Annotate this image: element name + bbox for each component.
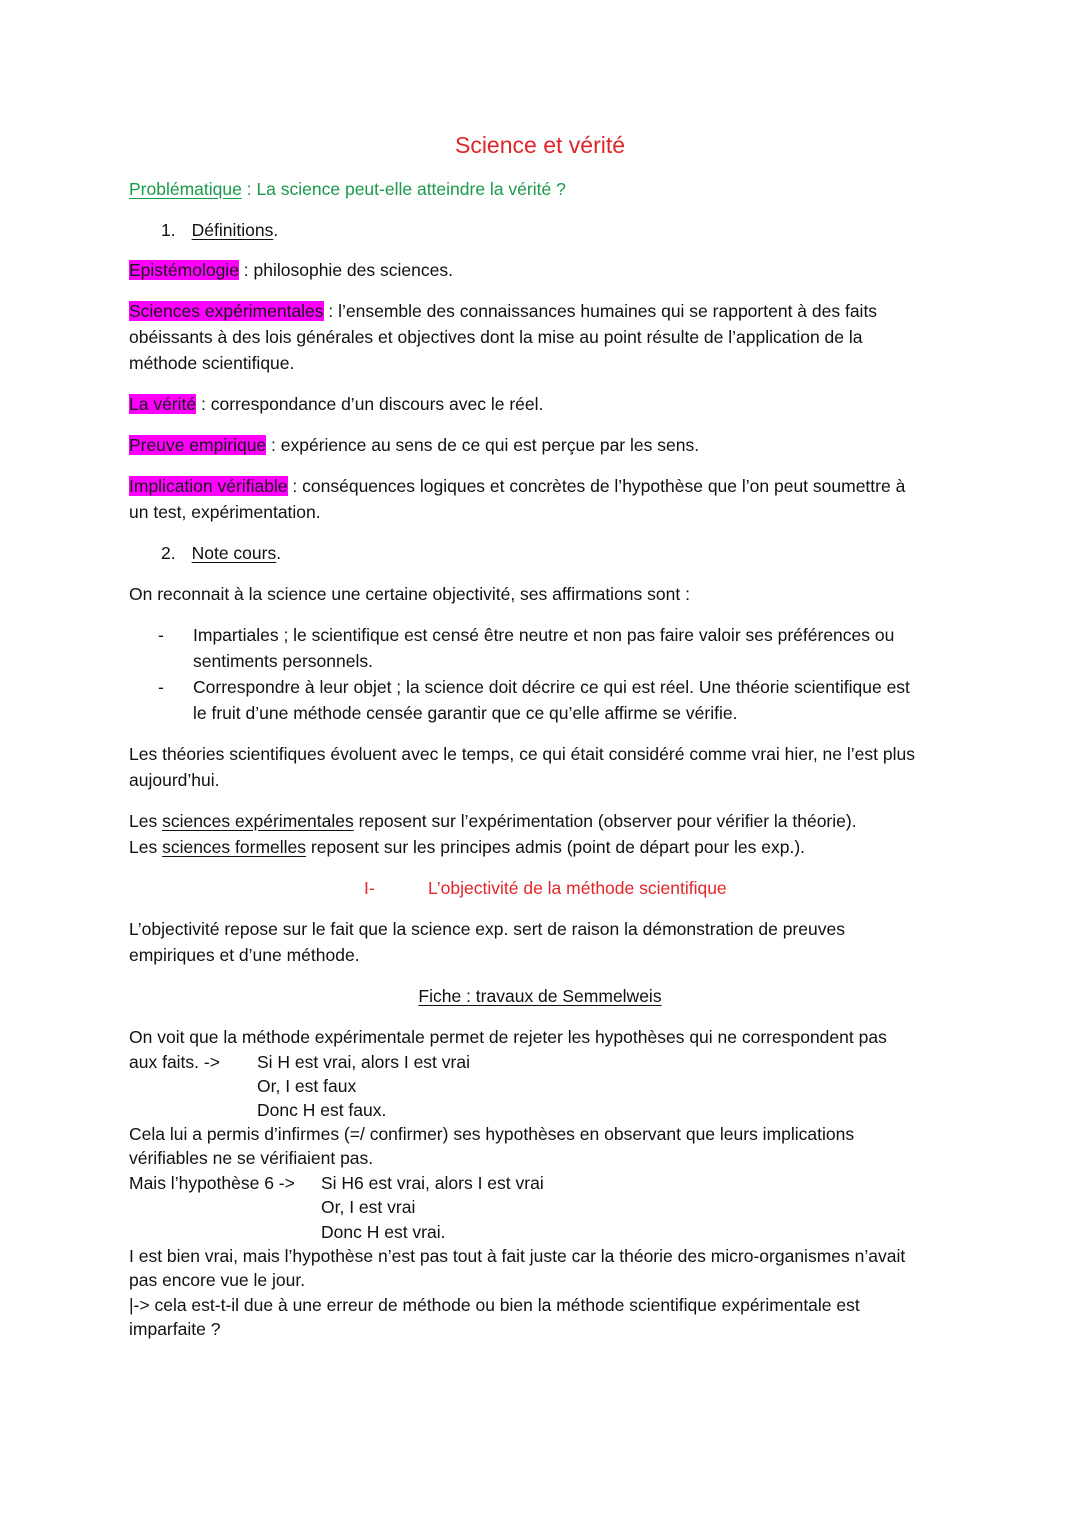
section-number: 2.	[161, 543, 176, 563]
definition-text: : conséquences logiques et concrètes de l’hypothèse que l’on peut soumettre à	[287, 476, 906, 496]
definition-text-line: obéissants à des lois générales et objectives dont la mise au point résulte de l’application de la	[129, 327, 863, 347]
bullet-text: Correspondre à leur objet ; la science doit décrire ce qui est réel. Une théorie scientifique est	[193, 677, 910, 697]
paragraph-line: imparfaite ?	[129, 1319, 221, 1339]
definition-text: : expérience au sens de ce qui est perçue par les sens.	[266, 435, 700, 455]
problematique-text: : La science peut-elle atteindre la vérité ?	[241, 179, 566, 199]
definition-epistemologie	[129, 258, 453, 282]
sciences-experimentales-line	[129, 809, 857, 833]
definition-text-line: méthode scientifique.	[129, 353, 295, 373]
underlined-term: sciences formelles	[162, 837, 307, 857]
definition-text: : philosophie des sciences.	[238, 260, 453, 280]
logic-line: Or, I est faux	[257, 1076, 357, 1096]
paragraph-line: empiriques et d’une méthode.	[129, 945, 360, 965]
paragraph-line: L’objectivité repose sur le fait que la science exp. sert de raison la démonstration de preuves	[129, 919, 845, 939]
section-heading-2	[161, 541, 281, 565]
definition-implication-verifiable	[129, 474, 905, 498]
section-heading-1	[161, 218, 278, 242]
logic-line: Donc H est vrai.	[321, 1222, 446, 1242]
highlighted-term: Epistémologie	[129, 260, 239, 280]
definition-text: : correspondance d’un discours avec le réel.	[196, 394, 544, 414]
definition-text: : l’ensemble des connaissances humaines qui se rapportent à des faits	[323, 301, 878, 321]
paragraph-line: Cela lui a permis d’infirmes (=/ confirmer) ses hypothèses en observant que leurs implications	[129, 1124, 855, 1144]
logic-line: Si H est vrai, alors I est vrai	[257, 1052, 470, 1072]
highlighted-term: La vérité	[129, 394, 197, 414]
fiche-title-text: Fiche : travaux de Semmelweis	[418, 986, 662, 1006]
definition-text-line: un test, expérimentation.	[129, 502, 321, 522]
section-tail: .	[273, 220, 279, 240]
paragraph-line: pas encore vue le jour.	[129, 1270, 306, 1290]
logic-line: Donc H est faux.	[257, 1100, 387, 1120]
logic-line: Or, I est vrai	[321, 1197, 416, 1217]
paragraph-line: vérifiables ne se vérifiaient pas.	[129, 1148, 374, 1168]
definition-sciences-experimentales	[129, 299, 877, 323]
paragraph-line: On voit que la méthode expérimentale permet de rejeter les hypothèses qui ne correspondent pas	[129, 1027, 887, 1047]
text-pre: Les	[129, 837, 163, 857]
underlined-term: sciences expérimentales	[162, 811, 354, 831]
definition-preuve-empirique	[129, 433, 699, 457]
page-title: Science et vérité	[454, 132, 626, 158]
problematique-label: Problématique	[129, 179, 242, 199]
highlighted-term: Implication vérifiable	[129, 476, 288, 496]
logic-line: Si H6 est vrai, alors I est vrai	[321, 1173, 544, 1193]
bullet-text: le fruit d’une méthode censée garantir que ce qu’elle affirme se vérifie.	[193, 703, 738, 723]
section-heading-3: L’objectivité de la méthode scientifique	[428, 878, 727, 898]
section-label: Définitions	[191, 220, 274, 240]
section-tail: .	[276, 543, 282, 563]
bullet-dash: -	[158, 625, 164, 645]
bullet-text: sentiments personnels.	[193, 651, 373, 671]
paragraph-line: aujourd’hui.	[129, 770, 220, 790]
fiche-title	[0, 984, 1080, 1008]
bullet-text: Impartiales ; le scientifique est censé être neutre et non pas faire valoir ses préférences ou	[193, 625, 895, 645]
paragraph-line: Mais l’hypothèse 6 ->	[129, 1173, 295, 1193]
paragraph-line: aux faits. ->	[129, 1052, 220, 1072]
highlighted-term: Preuve empirique	[129, 435, 267, 455]
section-number: 1.	[161, 220, 176, 240]
highlighted-term: Sciences expérimentales	[129, 301, 324, 321]
paragraph-line: Les théories scientifiques évoluent avec le temps, ce qui était considéré comme vrai hier, ne l’est plus	[129, 744, 915, 764]
text-pre: Les	[129, 811, 163, 831]
paragraph-line: |-> cela est-t-il due à une erreur de méthode ou bien la méthode scientifique expérimentale est	[129, 1295, 860, 1315]
note-intro: On reconnait à la science une certaine objectivité, ses affirmations sont :	[129, 584, 690, 604]
text-post: reposent sur l’expérimentation (observer pour vérifier la théorie).	[353, 811, 857, 831]
section-number: I-	[364, 878, 375, 898]
bullet-dash: -	[158, 677, 164, 697]
paragraph-line: I est bien vrai, mais l’hypothèse n’est pas tout à fait juste car la théorie des micro-organismes n’avait	[129, 1246, 906, 1266]
problematique	[129, 177, 566, 201]
section-label: Note cours	[191, 543, 277, 563]
text-post: reposent sur les principes admis (point de départ pour les exp.).	[306, 837, 806, 857]
sciences-formelles-line	[129, 835, 805, 859]
definition-verite	[129, 392, 543, 416]
